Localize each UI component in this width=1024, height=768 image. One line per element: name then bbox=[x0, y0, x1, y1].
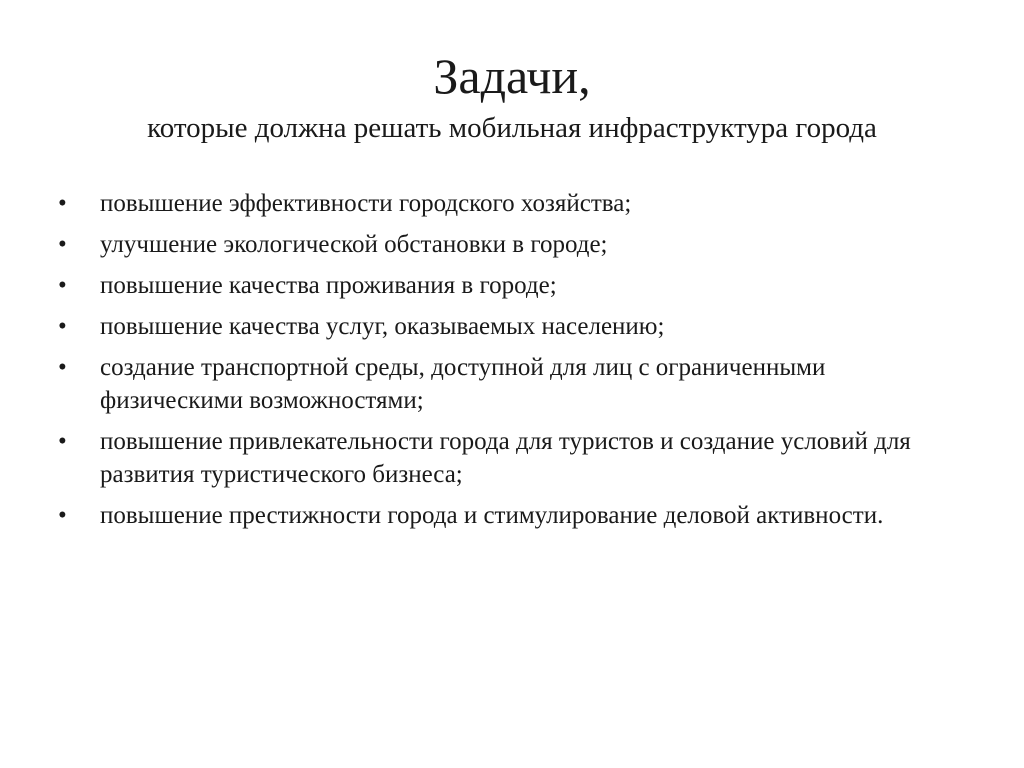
bullet-item bbox=[58, 228, 958, 261]
bullet-text: повышение качества услуг, оказываемых населению; bbox=[100, 313, 665, 340]
bullet-item bbox=[58, 310, 958, 343]
bullet-item bbox=[58, 269, 958, 302]
slide-title: Задачи, bbox=[433, 48, 591, 104]
bullet-item bbox=[58, 499, 958, 532]
bullet-text: повышение престижности города и стимулирование деловой активности. bbox=[100, 502, 884, 529]
bullet-item bbox=[58, 351, 958, 417]
bullet-item bbox=[58, 425, 958, 491]
bullet-dot-icon: • bbox=[58, 428, 67, 455]
slide-subtitle: которые должна решать мобильная инфраструктура города bbox=[147, 112, 877, 144]
bullet-dot-icon: • bbox=[58, 502, 67, 529]
bullet-dot-icon: • bbox=[58, 190, 67, 217]
bullet-dot-icon: • bbox=[58, 272, 67, 299]
bullet-text: повышение привлекательности города для туристов и создание условий для развития туристического бизнеса; bbox=[100, 428, 911, 488]
bullet-text: улучшение экологической обстановки в городе; bbox=[100, 231, 608, 258]
title-block bbox=[40, 46, 984, 146]
bullet-dot-icon: • bbox=[58, 313, 67, 340]
bullet-text: повышение качества проживания в городе; bbox=[100, 272, 557, 299]
bullet-text: повышение эффективности городского хозяйства; bbox=[100, 190, 632, 217]
bullet-item bbox=[58, 187, 958, 220]
bullet-list bbox=[58, 187, 958, 540]
bullet-dot-icon: • bbox=[58, 231, 67, 258]
bullet-text: создание транспортной среды, доступной для лиц с ограниченными физическими возможностями; bbox=[100, 354, 826, 414]
bullet-dot-icon: • bbox=[58, 354, 67, 381]
